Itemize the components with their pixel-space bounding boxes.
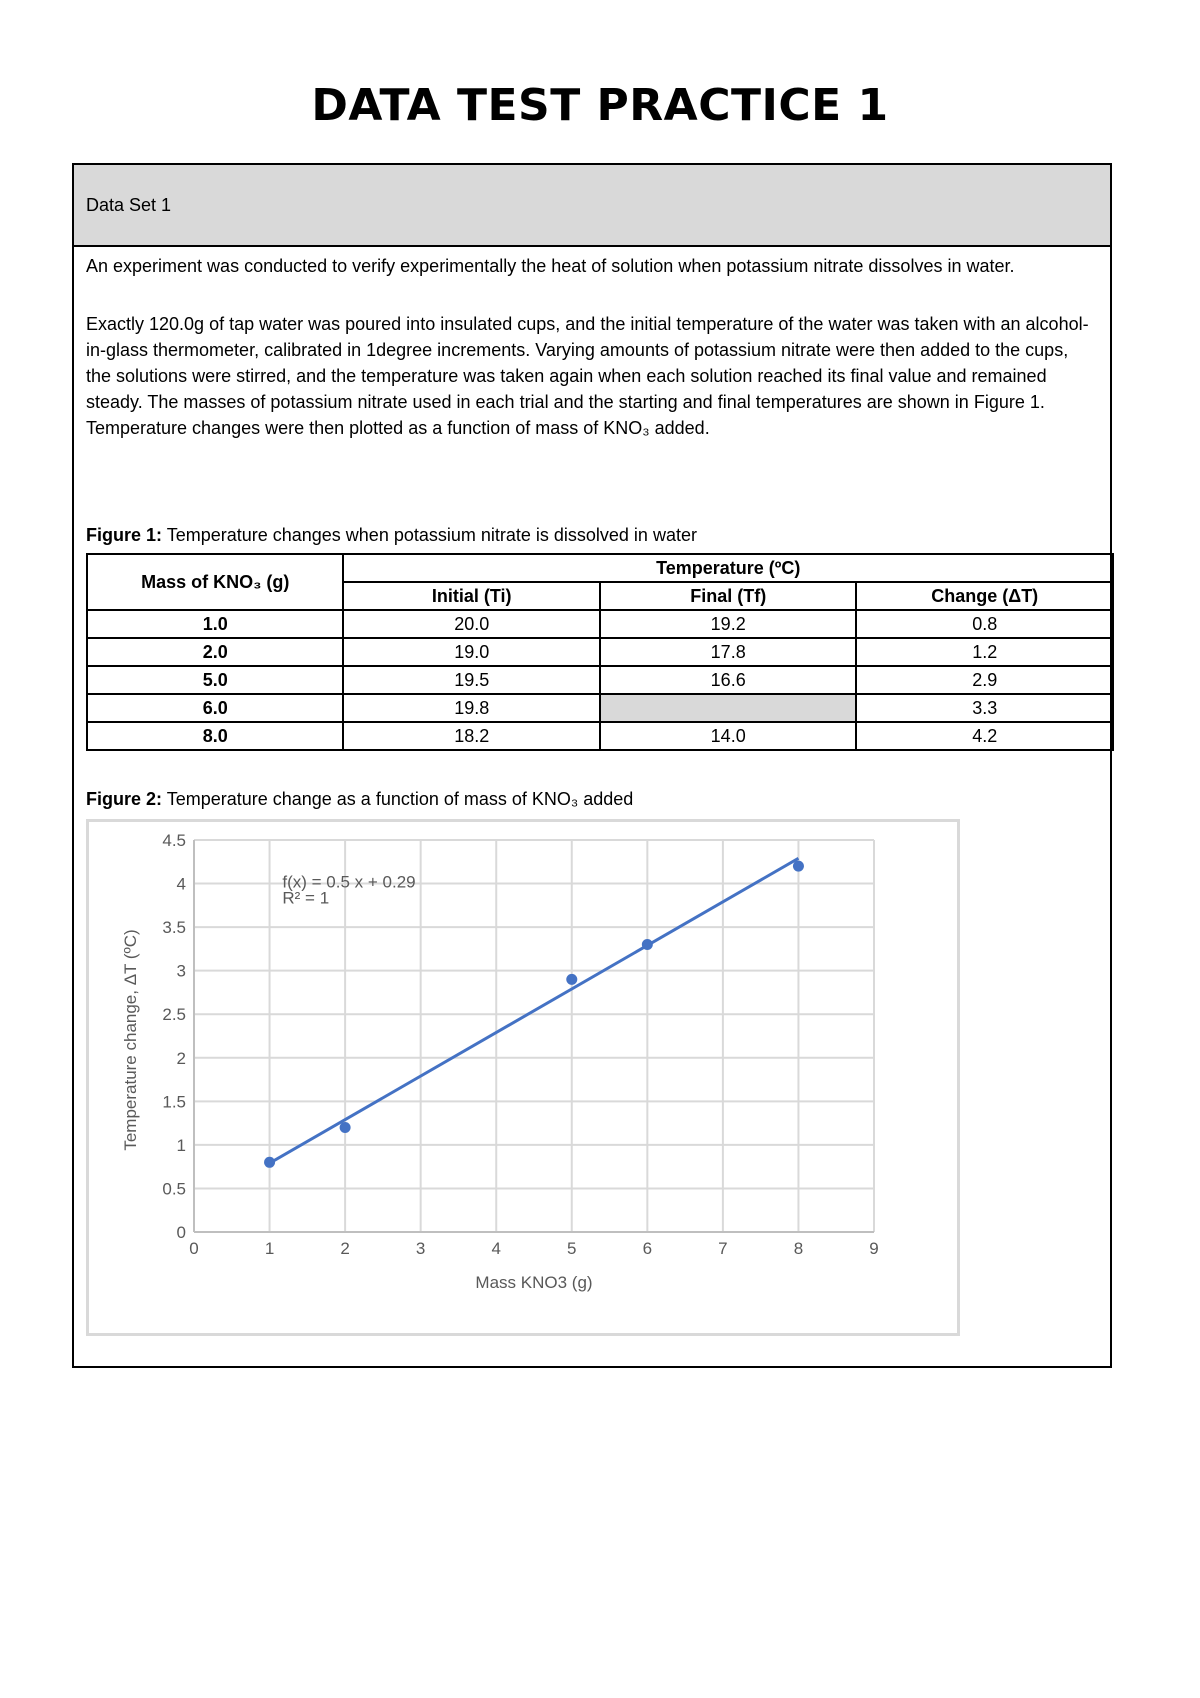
y-tick-label: 1.5: [162, 1092, 186, 1112]
data-point: [566, 974, 577, 985]
header-change: Change (ΔT): [856, 582, 1113, 610]
data-point: [642, 939, 653, 950]
y-tick-label: 2.5: [162, 1005, 186, 1025]
cell-change: 2.9: [856, 666, 1113, 694]
cell-mass: 2.0: [87, 638, 343, 666]
data-point: [340, 1122, 351, 1133]
data-point: [264, 1157, 275, 1168]
y-tick-label: 1: [176, 1135, 186, 1155]
header-initial: Initial (Ti): [343, 582, 599, 610]
cell-initial: 20.0: [343, 610, 599, 638]
y-tick-label: 3: [176, 961, 186, 981]
cell-mass: 8.0: [87, 722, 343, 750]
figure2-caption-text: Temperature change as a function of mass of KNO₃ added: [162, 789, 634, 809]
cell-final: 16.6: [600, 666, 856, 694]
cell-initial: 19.0: [343, 638, 599, 666]
scatter-chart: [89, 822, 957, 1333]
figure2-label: Figure 2:: [86, 789, 163, 809]
y-tick-label: 3.5: [162, 918, 186, 938]
table-row: [87, 722, 1113, 750]
table-row: [87, 610, 1113, 638]
x-tick-label: 6: [642, 1239, 653, 1258]
header-temperature: Temperature (ºC): [343, 554, 1113, 582]
description: [86, 253, 1096, 473]
header-final: Final (Tf): [600, 582, 856, 610]
r-squared-label: R² = 1: [282, 888, 330, 908]
paragraph-intro: An experiment was conducted to verify experimentally the heat of solution when potassium nitrate dissolves in water.: [86, 256, 1015, 276]
cell-change: 1.2: [856, 638, 1113, 666]
cell-final-blank: [600, 694, 856, 722]
figure1-label: Figure 1:: [86, 525, 163, 545]
cell-change: 4.2: [856, 722, 1113, 750]
table-row: [87, 638, 1113, 666]
paragraph-method: Exactly 120.0g of tap water was poured into insulated cups, and the initial temperature of the water was taken with an alcohol-in-glass thermometer, calibrated in 1degree increments. Varying amounts of potassium nitrate were then added to the cups, the solutions were stirred, and the temperature was taken again when each solution reached its final value and remained steady. The masses of potassium nitrate used in each trial and the starting and final temperatures are shown in Figure 1. Temperature changes were then plotted as a function of mass of KNO₃ added.: [86, 314, 1089, 438]
cell-change: 0.8: [856, 610, 1113, 638]
figure2-caption: [86, 789, 633, 810]
x-tick-label: 1: [264, 1239, 275, 1258]
cell-final: 17.8: [600, 638, 856, 666]
chart-container: [86, 819, 960, 1336]
trendline-equation: f(x) = 0.5 x + 0.29: [282, 872, 416, 892]
cell-mass: 6.0: [87, 694, 343, 722]
y-tick-label: 0: [176, 1223, 186, 1242]
cell-mass: 5.0: [87, 666, 343, 694]
temperature-table: [86, 553, 1114, 751]
trendline: [270, 858, 799, 1163]
cell-mass: 1.0: [87, 610, 343, 638]
cell-final: 19.2: [600, 610, 856, 638]
y-tick-label: 2: [176, 1048, 186, 1068]
cell-initial: 18.2: [343, 722, 599, 750]
cell-initial: 19.8: [343, 694, 599, 722]
table-row: [87, 694, 1113, 722]
y-tick-label: 4.5: [162, 831, 186, 850]
x-tick-label: 7: [718, 1239, 728, 1258]
cell-initial: 19.5: [343, 666, 599, 694]
data-set-header: [74, 165, 1110, 247]
x-tick-label: 3: [415, 1239, 426, 1258]
x-tick-label: 4: [491, 1239, 501, 1258]
y-tick-label: 0.5: [162, 1179, 186, 1199]
page-title: DATA TEST PRACTICE 1: [311, 80, 889, 131]
data-point: [793, 861, 804, 872]
cell-change: 3.3: [856, 694, 1113, 722]
y-axis-title: Temperature change, ΔT (ºC): [121, 929, 140, 1151]
x-tick-label: 0: [189, 1239, 199, 1258]
x-tick-label: 2: [340, 1239, 350, 1258]
x-tick-label: 8: [793, 1239, 804, 1258]
data-set-frame: [72, 163, 1112, 1368]
header-mass: Mass of KNO₃ (g): [87, 554, 343, 610]
table-row: [87, 666, 1113, 694]
figure1-caption: [86, 525, 697, 546]
figure1-caption-text: Temperature changes when potassium nitrate is dissolved in water: [162, 525, 697, 545]
y-tick-label: 4: [176, 874, 186, 894]
x-axis-title: Mass KNO3 (g): [475, 1273, 593, 1292]
data-set-title: Data Set 1: [86, 195, 172, 215]
cell-final: 14.0: [600, 722, 856, 750]
x-tick-label: 5: [567, 1239, 577, 1258]
x-tick-label: 9: [869, 1239, 879, 1258]
